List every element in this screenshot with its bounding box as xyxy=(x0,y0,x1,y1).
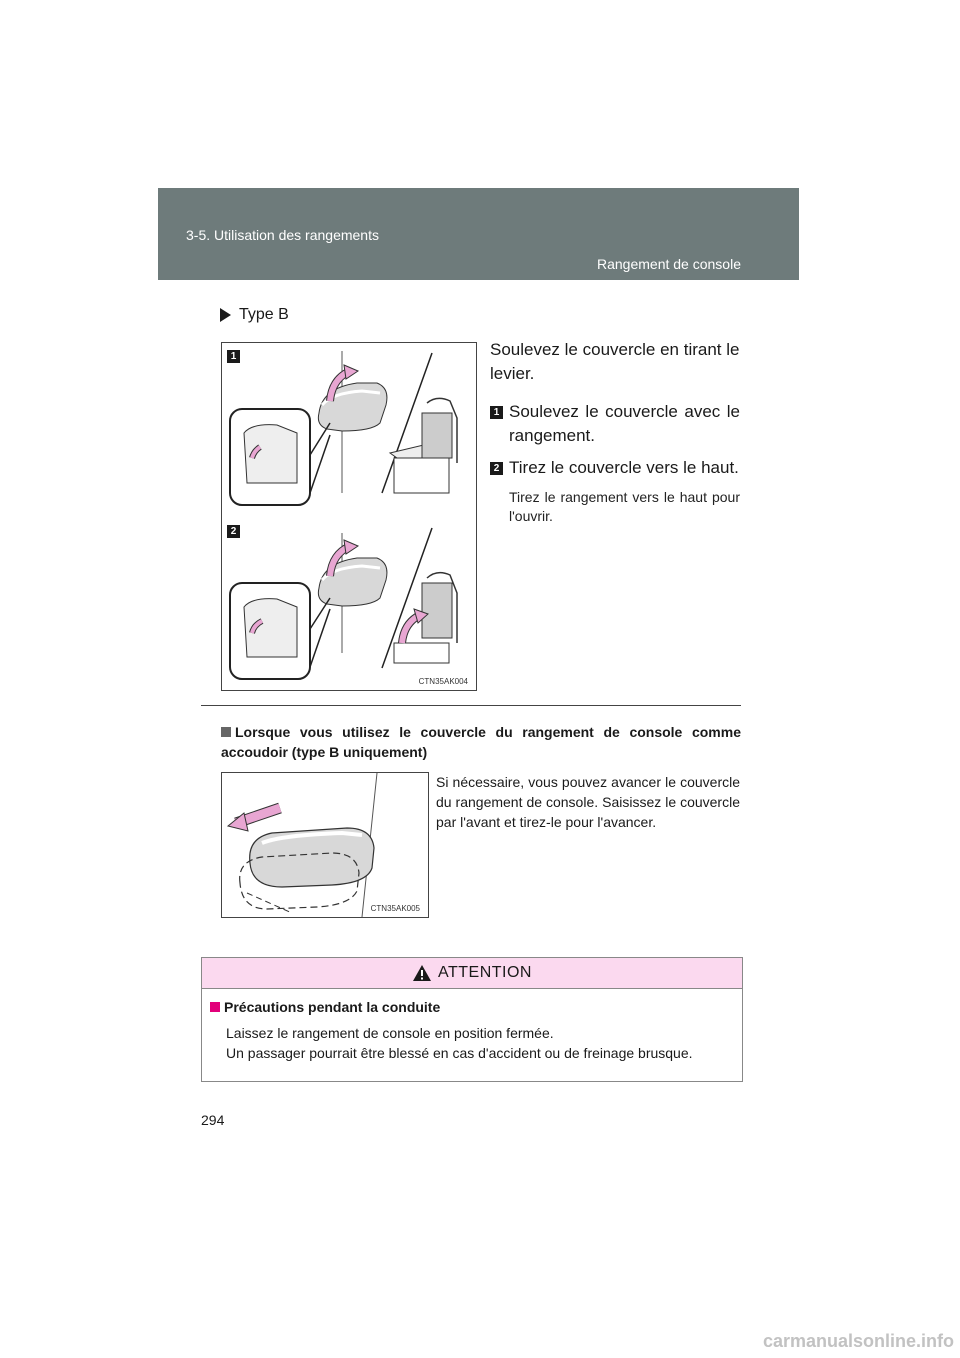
armrest-heading xyxy=(221,722,741,762)
section-square-icon xyxy=(221,727,231,737)
section-divider xyxy=(201,705,741,706)
armrest-heading-text: Lorsque vous utilisez le couvercle du rangement de console comme accoudoir (type B uniquement) xyxy=(221,724,741,760)
type-b-heading xyxy=(220,306,289,324)
warning-line-1: Laissez le rangement de console en position fermée. xyxy=(226,1025,554,1041)
warning-line-2: Un passager pourrait être blessé en cas d'accident ou de freinage brusque. xyxy=(226,1045,693,1061)
type-b-intro: Soulevez le couvercle en tirant le levier. xyxy=(490,340,740,383)
figure-type-b-illustration xyxy=(222,343,476,690)
step-1-badge: 1 xyxy=(490,406,503,419)
page-number: 294 xyxy=(201,1112,225,1128)
armrest-body: Si nécessaire, vous pouvez avancer le couvercle du rangement de console. Saisissez le couvercle par l'avant et tirez-le pour l'avancer. xyxy=(436,774,740,830)
warning-box xyxy=(201,957,743,1082)
warning-subheading xyxy=(210,999,734,1015)
subsection-title: Rangement de console xyxy=(597,256,741,272)
figure-armrest xyxy=(221,772,429,918)
figure-armrest-illustration xyxy=(222,773,428,917)
section-title: 3-5. Utilisation des rangements xyxy=(186,227,379,243)
figure-type-b-label: CTN35AK004 xyxy=(418,677,468,686)
step-2 xyxy=(490,456,740,480)
warning-header xyxy=(202,958,742,989)
type-b-heading-text: Type B xyxy=(239,306,289,323)
figure-step-2-badge: 2 xyxy=(227,525,240,538)
figure-step-1-badge: 1 xyxy=(227,350,240,363)
page-header xyxy=(158,188,799,280)
step-2-text: Tirez le couvercle vers le haut. xyxy=(509,458,739,477)
figure-armrest-label: CTN35AK005 xyxy=(370,904,420,913)
warning-subheading-text: Précautions pendant la conduite xyxy=(224,999,441,1015)
step-1-text: Soulevez le couvercle avec le rangement. xyxy=(509,402,740,445)
step-2-note: Tirez le rangement vers le haut pour l'ouvrir. xyxy=(509,489,740,524)
warning-body xyxy=(202,989,742,1063)
type-b-instructions xyxy=(490,338,740,526)
triangle-right-icon xyxy=(220,308,231,322)
warning-square-icon xyxy=(210,1002,220,1012)
watermark: carmanualsonline.info xyxy=(762,1331,954,1351)
step-1 xyxy=(490,400,740,448)
step-2-badge: 2 xyxy=(490,462,503,475)
figure-type-b xyxy=(221,342,477,691)
warning-triangle-icon xyxy=(412,964,432,982)
warning-title: ATTENTION xyxy=(438,964,532,981)
